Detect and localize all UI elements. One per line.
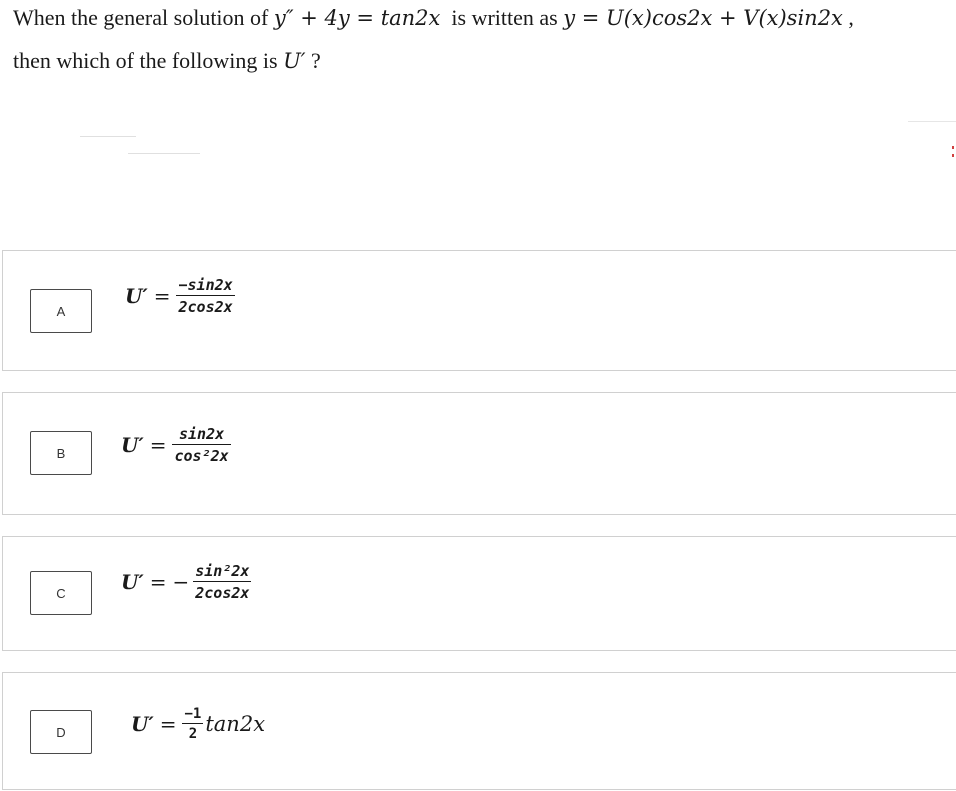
option-c-button[interactable]: C	[30, 571, 92, 615]
question-prefix: When the general solution of	[13, 5, 274, 30]
question-line-2	[13, 43, 953, 86]
differential-equation: y″ + 4y = tan2x	[273, 6, 441, 30]
option-a-button[interactable]: A	[30, 289, 92, 333]
fraction	[176, 277, 234, 315]
option-b-formula	[121, 426, 231, 464]
fraction-denominator: 2cos2x	[178, 298, 233, 316]
equals-sign: =	[159, 712, 177, 736]
fraction-numerator: sin2x	[179, 425, 225, 443]
formula-lhs: U′	[121, 433, 144, 457]
fraction-denominator: 2cos2x	[195, 584, 250, 602]
faint-divider	[908, 121, 956, 122]
fraction-numerator: −sin2x	[178, 276, 233, 294]
option-a-formula	[125, 277, 235, 315]
fraction-numerator: −1	[184, 706, 202, 722]
formula-lhs: U′	[131, 712, 154, 736]
fraction-numerator: sin²2x	[195, 562, 250, 580]
question-text	[13, 0, 953, 86]
fraction-denominator: cos²2x	[174, 447, 229, 465]
option-b-button[interactable]: B	[30, 431, 92, 475]
question-line1-end: ,	[842, 5, 854, 30]
answer-option-c[interactable]	[2, 536, 956, 651]
formula-lhs: U′	[125, 284, 148, 308]
formula-tail: tan2x	[205, 712, 266, 736]
fraction-denominator: 2	[188, 726, 198, 742]
equals-sign: =	[153, 284, 171, 308]
answer-option-a[interactable]	[2, 250, 956, 371]
fraction	[182, 707, 203, 741]
question-prompt: then which of the following is	[13, 48, 284, 73]
answer-option-d[interactable]	[2, 672, 956, 790]
faint-divider	[128, 153, 200, 154]
edge-marker	[952, 146, 955, 162]
question-line2-end: ?	[305, 48, 321, 73]
question-target-symbol: U′	[283, 49, 306, 73]
equals-sign: =	[149, 433, 167, 457]
minus-sign: −	[172, 570, 190, 594]
equals-sign: =	[149, 570, 167, 594]
question-middle: is written as	[440, 5, 564, 30]
option-d-formula	[131, 707, 265, 741]
fraction	[193, 563, 251, 601]
fraction	[172, 426, 230, 464]
question-line-1	[13, 0, 953, 43]
general-solution-form: y = U(x)cos2x + V(x)sin2x	[563, 6, 843, 30]
formula-lhs: U′	[121, 570, 144, 594]
option-c-formula	[121, 563, 251, 601]
faint-divider	[80, 136, 136, 137]
answer-option-b[interactable]	[2, 392, 956, 515]
option-d-button[interactable]: D	[30, 710, 92, 754]
